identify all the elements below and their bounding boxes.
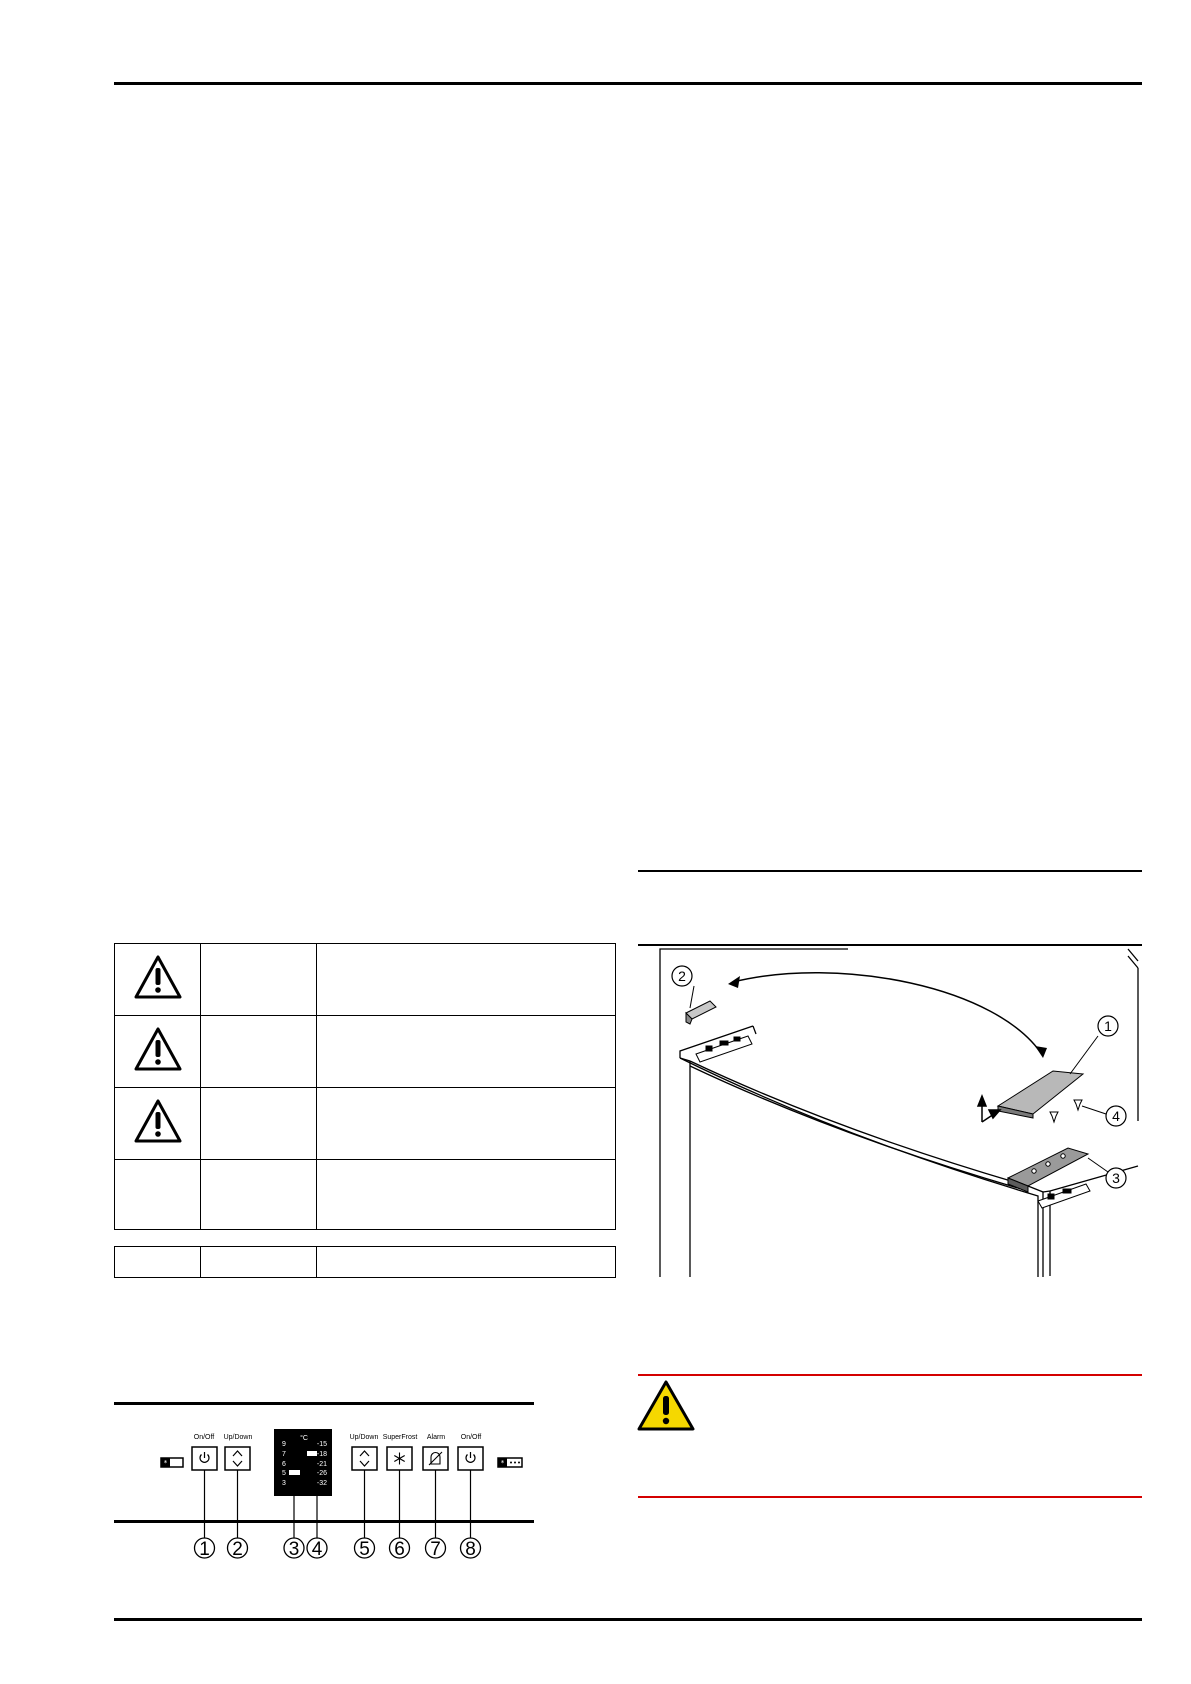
callout-1 xyxy=(195,1538,215,1560)
hazard-desc-cell xyxy=(317,944,616,1016)
freezer-indicator-icon xyxy=(498,1458,522,1467)
callout-leader-lines xyxy=(205,1470,471,1538)
hazard-desc-cell xyxy=(317,1160,616,1230)
fridge-indicator-icon xyxy=(161,1458,183,1467)
warning-rule-bottom xyxy=(638,1496,1142,1498)
temperature-display xyxy=(274,1429,332,1496)
warning-triangle-icon xyxy=(133,954,183,1000)
hazard-term-cell xyxy=(201,1160,317,1230)
onoff-left-label: On/Off xyxy=(193,1434,215,1441)
move-arrow xyxy=(733,973,1043,1056)
hazard-desc-cell xyxy=(317,1016,616,1088)
screw-icon xyxy=(1050,1100,1082,1122)
freezer-updown-button[interactable] xyxy=(352,1447,377,1470)
freezer-scale-value: -26 xyxy=(316,1470,327,1477)
control-panel-figure xyxy=(114,1402,534,1562)
freezer-scale-value: -18 xyxy=(316,1451,327,1458)
hazard-icon-cell xyxy=(115,1160,201,1230)
fridge-scale-value: 6 xyxy=(282,1461,286,1468)
onoff-right-label: On/Off xyxy=(460,1434,482,1441)
alarm-label: Alarm xyxy=(426,1434,446,1441)
figure-callout-1 xyxy=(1098,1016,1118,1036)
hinge-plate-part xyxy=(1008,1148,1088,1192)
note-icon-cell xyxy=(115,1247,201,1278)
svg-text:5: 5 xyxy=(359,1539,370,1560)
callout-8 xyxy=(461,1538,481,1560)
hazard-term-cell xyxy=(201,944,317,1016)
warning-triangle-icon xyxy=(133,1098,183,1144)
svg-text:7: 7 xyxy=(430,1539,441,1560)
hazard-icon-cell xyxy=(115,944,201,1016)
updown-left-label: Up/Down xyxy=(223,1434,253,1441)
appliance-outline xyxy=(660,949,1138,1277)
svg-text:2: 2 xyxy=(678,968,686,984)
warning-triangle-icon xyxy=(133,1026,183,1072)
hazard-icon-cell xyxy=(115,1088,201,1160)
svg-text:2: 2 xyxy=(232,1539,243,1560)
svg-text:3: 3 xyxy=(288,1539,300,1560)
freezer-scale-value: -32 xyxy=(316,1480,327,1487)
hinge-cover-figure xyxy=(638,946,1142,1278)
hazard-symbols-table xyxy=(114,943,616,1230)
direction-arrows xyxy=(978,1096,1000,1122)
hazard-icon-cell xyxy=(115,1016,201,1088)
svg-text:4: 4 xyxy=(311,1539,323,1560)
fridge-updown-button[interactable] xyxy=(225,1447,250,1470)
callout-4 xyxy=(307,1538,327,1560)
alarm-button[interactable] xyxy=(423,1447,448,1470)
freezer-level-bar xyxy=(307,1451,317,1456)
svg-text:4: 4 xyxy=(1112,1108,1120,1124)
freezer-onoff-button[interactable] xyxy=(458,1447,483,1470)
callout-3 xyxy=(284,1538,304,1560)
svg-text:1: 1 xyxy=(1104,1018,1112,1034)
callout-2 xyxy=(228,1538,248,1560)
fridge-onoff-button[interactable] xyxy=(192,1447,217,1470)
panel-top-rule xyxy=(114,1402,534,1405)
hinge-cover-part xyxy=(998,1071,1083,1118)
superfrost-label: SuperFrost xyxy=(382,1434,418,1441)
figure-callout-4 xyxy=(1106,1106,1126,1126)
svg-text:6: 6 xyxy=(394,1539,405,1560)
svg-text:8: 8 xyxy=(465,1539,476,1560)
superfrost-button[interactable] xyxy=(387,1447,412,1470)
fridge-scale-value: 9 xyxy=(282,1441,286,1448)
yellow-warning-icon xyxy=(636,1379,696,1433)
svg-text:1: 1 xyxy=(199,1539,210,1560)
section-rule-top xyxy=(638,870,1142,872)
fridge-scale-value: 5 xyxy=(282,1470,286,1477)
fridge-scale-value: 3 xyxy=(282,1480,286,1487)
note-term-cell xyxy=(201,1247,317,1278)
updown-right-label: Up/Down xyxy=(349,1434,379,1441)
hazard-desc-cell xyxy=(317,1088,616,1160)
figure-callout-3 xyxy=(1106,1168,1126,1188)
warning-rule-top xyxy=(638,1374,1142,1376)
freezer-scale-value: -21 xyxy=(316,1461,327,1468)
footer-rule xyxy=(114,1618,1142,1621)
fridge-scale-value: 7 xyxy=(282,1451,286,1458)
svg-text:*: * xyxy=(163,1459,168,1467)
hazard-term-cell xyxy=(201,1016,317,1088)
figure-callout-2 xyxy=(672,966,692,986)
hazard-term-cell xyxy=(201,1088,317,1160)
callout-6 xyxy=(390,1538,410,1560)
svg-text:*: * xyxy=(500,1459,505,1467)
callout-5 xyxy=(355,1538,375,1560)
svg-text:3: 3 xyxy=(1112,1170,1120,1186)
fridge-level-bar xyxy=(289,1470,300,1475)
display-unit: °C xyxy=(300,1435,308,1442)
note-row-table xyxy=(114,1246,616,1278)
freezer-scale-value: -15 xyxy=(316,1441,327,1448)
callout-7 xyxy=(426,1538,446,1560)
hinge-slot-left xyxy=(696,1036,752,1062)
header-rule xyxy=(114,82,1142,85)
note-desc-cell xyxy=(317,1247,616,1278)
